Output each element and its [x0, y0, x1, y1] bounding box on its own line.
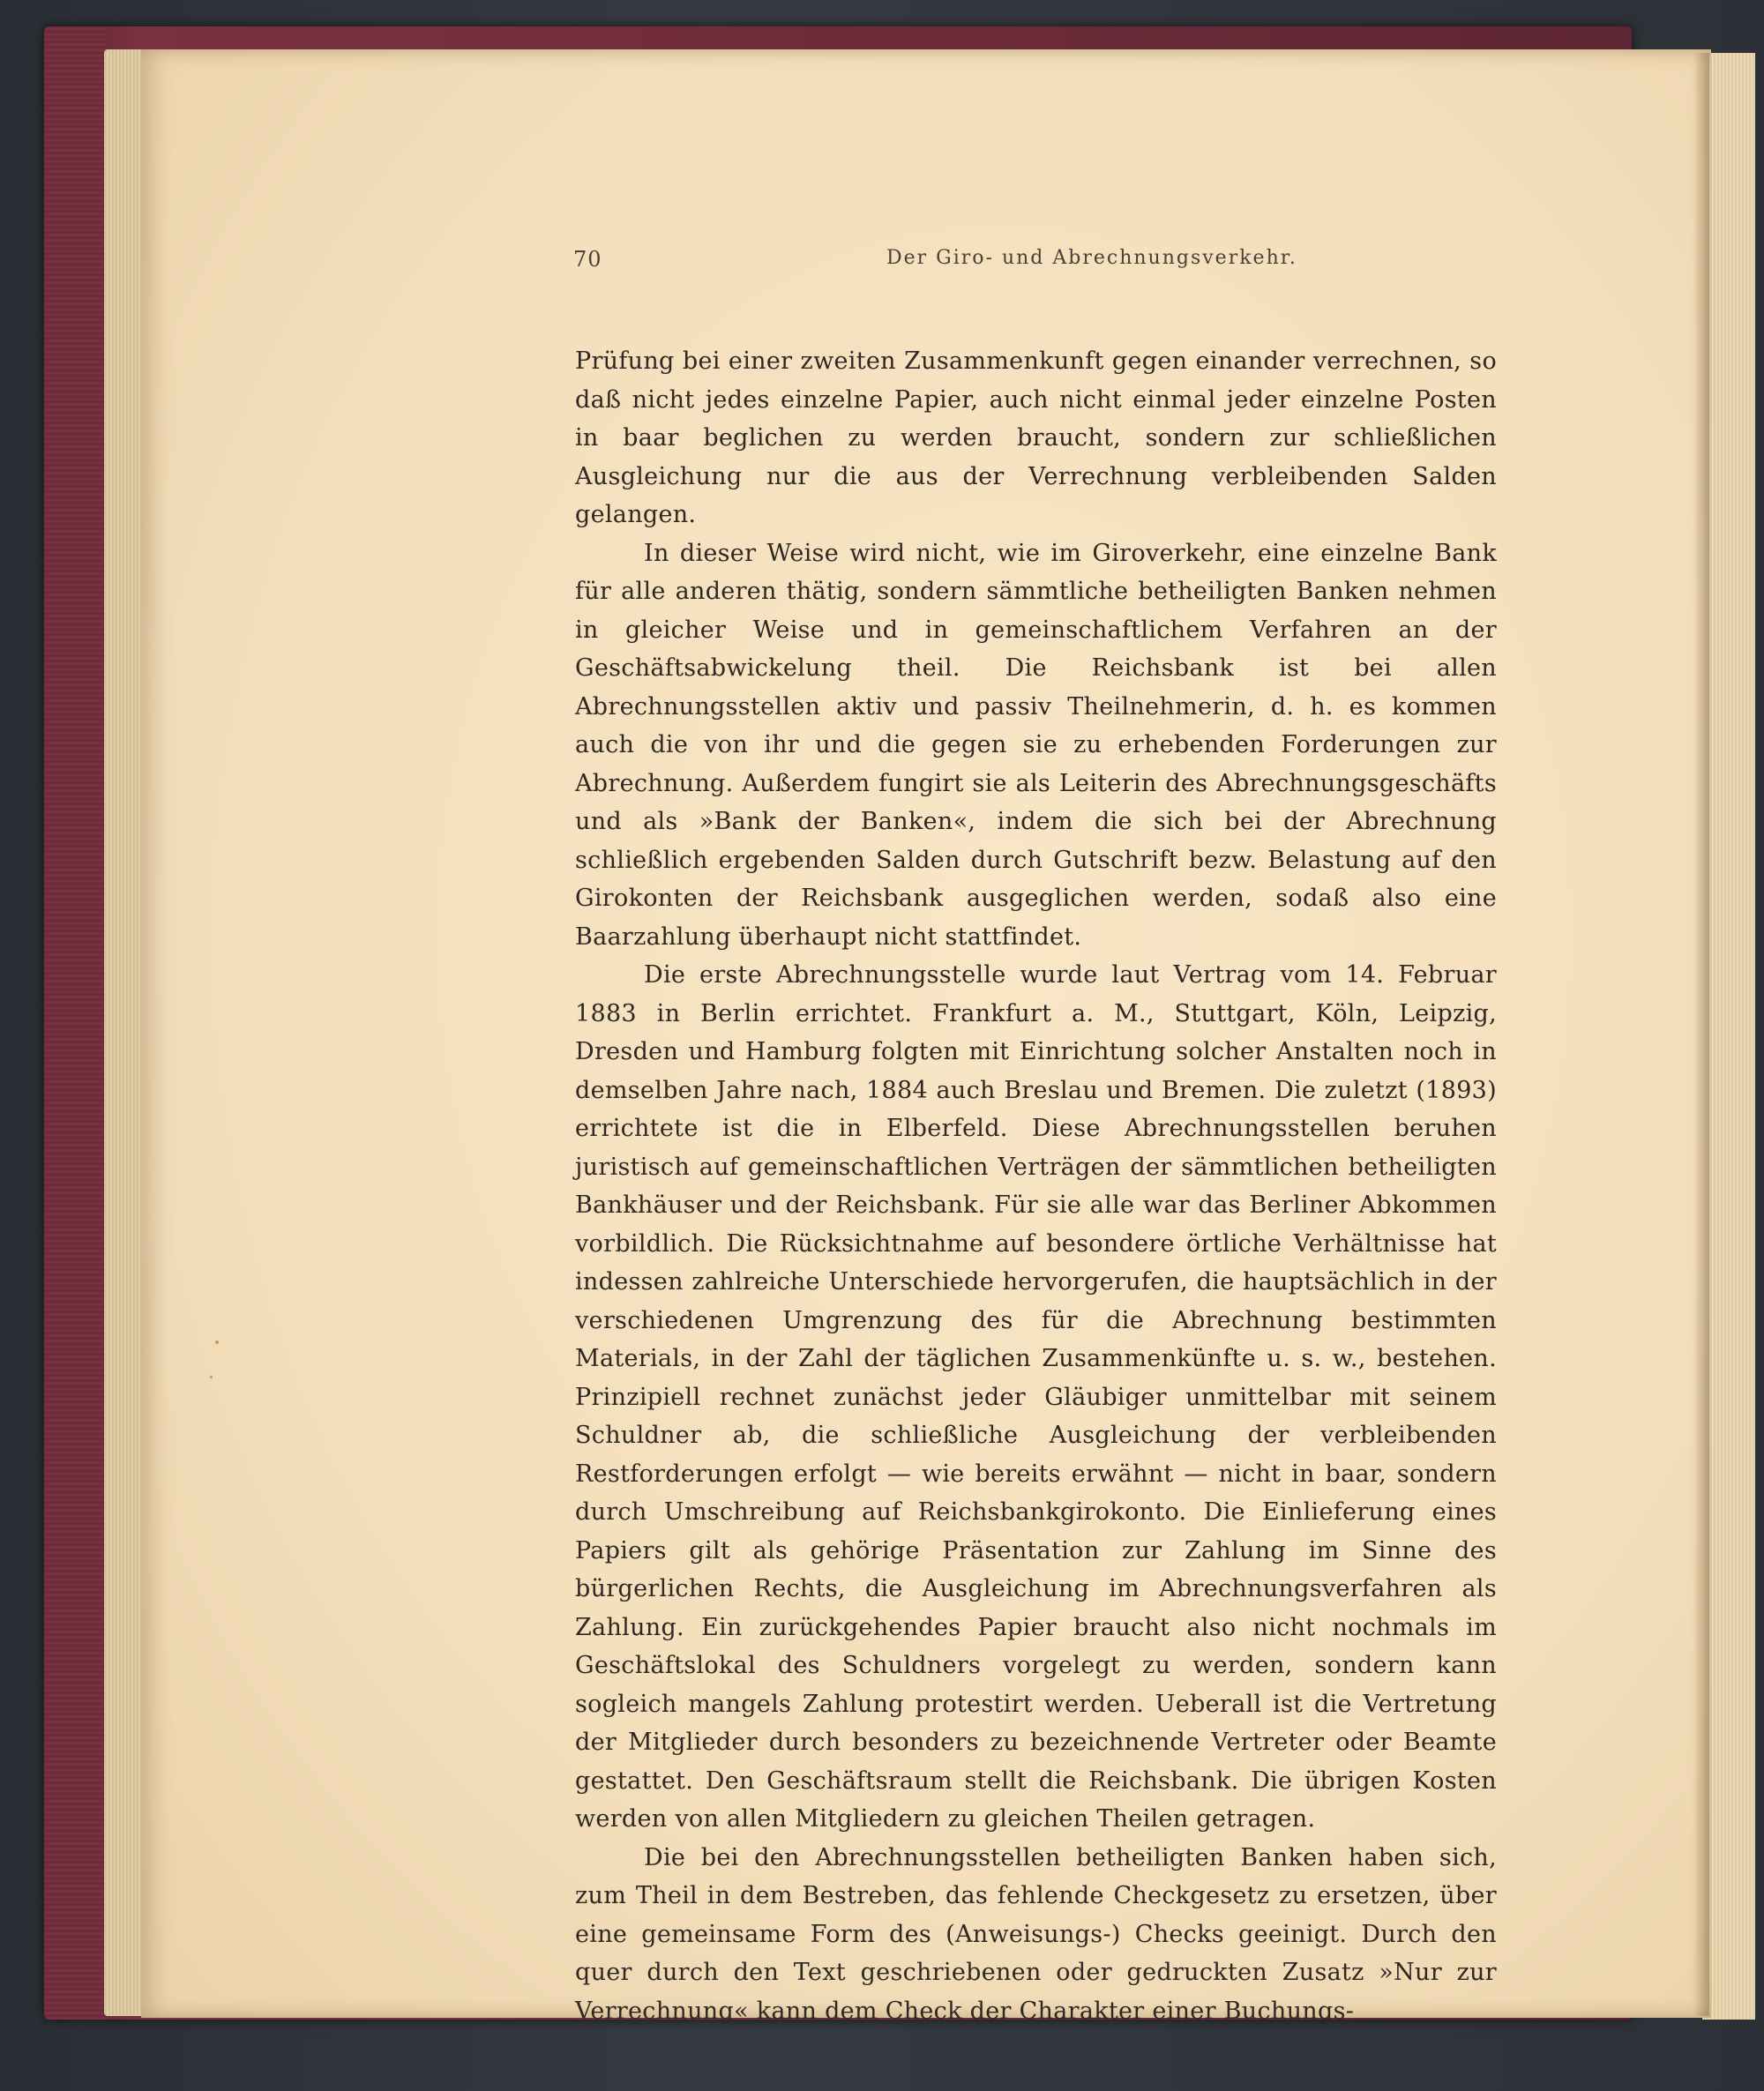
body-text [575, 342, 1497, 2030]
gutter-shadow [1693, 53, 1709, 2016]
paragraph-3: Die erste Abrechnungsstelle wurde laut Vertrag vom 14. Februar 1883 in Berlin errichtet. Frankfurt a. M., Stuttgart, Köln, Leipzig, Dresden und Hamburg folgten mit Einrichtung solcher Anstalten noch in demselben Jahre nach, 1884 auch Breslau und Bremen. Die zuletzt (1893) errichtete ist die in Elberfeld. Diese Abrechnungsstellen beruhen juristisch auf gemeinschaftlichen Verträgen der sämmtlichen betheiligten Bankhäuser und der Reichsbank. Für sie alle war das Berliner Abkommen vorbildlich. Die Rücksichtnahme auf besondere örtliche Verhältnisse hat indessen zahlreiche Unterschiede hervorgerufen, die hauptsächlich in der verschiedenen Umgrenzung des für die Abrechnung bestimmten Materials, in der Zahl der täglichen Zusammenkünfte u. s. w., bestehen. Prinzipiell rechnet zunächst jeder Gläubiger unmittelbar mit seinem Schuldner ab, die schließliche Ausgleichung der verbleibenden Restforderungen erfolgt — wie bereits erwähnt — nicht in baar, sondern durch Umschreibung auf Reichsbankgirokonto. Die Einlieferung eines Papiers gilt als gehörige Präsentation zur Zahlung im Sinne des bürgerlichen Rechts, die Ausgleichung im Abrechnungsverfahren als Zahlung. Ein zurückgehendes Papier braucht also nicht nochmals im Geschäftslokal des Schuldners vorgelegt zu werden, sondern kann sogleich mangels Zahlung protestirt werden. Ueberall ist die Vertretung der Mitglieder durch besonders zu bezeichnende Vertreter oder Beamte gestattet. Den Geschäftsraum stellt die Reichsbank. Die übrigen Kosten werden von allen Mitgliedern zu gleichen Theilen getragen. [575, 961, 1497, 1833]
paragraph-1: Prüfung bei einer zweiten Zusammenkunft gegen einander verrechnen, so daß nicht jedes einzelne Papier, auch nicht einmal jeder einzelne Posten in baar beglichen zu werden braucht, sondern zur schließlichen Ausgleichung nur die aus der Verrechnung verbleibenden Salden gelangen. [575, 347, 1497, 528]
running-head-title: Der Giro- und Abrechnungsverkehr. [886, 247, 1297, 269]
paragraph-2: In dieser Weise wird nicht, wie im Giroverkehr, eine einzelne Bank für alle anderen thätig, sondern sämmtliche betheiligten Banken nehmen in gleicher Weise und in gemeinschaftlichem Verfahren an der Geschäftsabwickelung theil. Die Reichsbank ist bei allen Abrechnungsstellen aktiv und passiv Theilnehmerin, d. h. es kommen auch die von ihr und die gegen sie zu erhebenden Forderungen zur Abrechnung. Außerdem fungirt sie als Leiterin des Abrechnungsgeschäfts und als »Bank der Banken«, indem die sich bei der Abrechnung schließlich ergebenden Salden durch Gutschrift bezw. Belastung auf den Girokonten der Reichsbank ausgeglichen werden, sodaß also eine Baarzahlung überhaupt nicht stattfindet. [575, 539, 1497, 951]
page-number: 70 [573, 247, 602, 272]
paragraph-4: Die bei den Abrechnungsstellen betheiligten Banken haben sich, zum Theil in dem Bestreben, das fehlende Checkgesetz zu ersetzen, über eine gemeinsame Form des (Anweisungs-) Checks geeinigt. Durch den quer durch den Text geschriebenen oder gedruckten Zusatz »Nur zur Verrechnung« kann dem Check der Charakter einer Buchungs- [575, 1843, 1497, 2025]
book-spine [44, 26, 106, 2020]
running-head [573, 247, 1499, 279]
paper-spot [215, 1340, 219, 1344]
paper-spot [210, 1376, 213, 1378]
